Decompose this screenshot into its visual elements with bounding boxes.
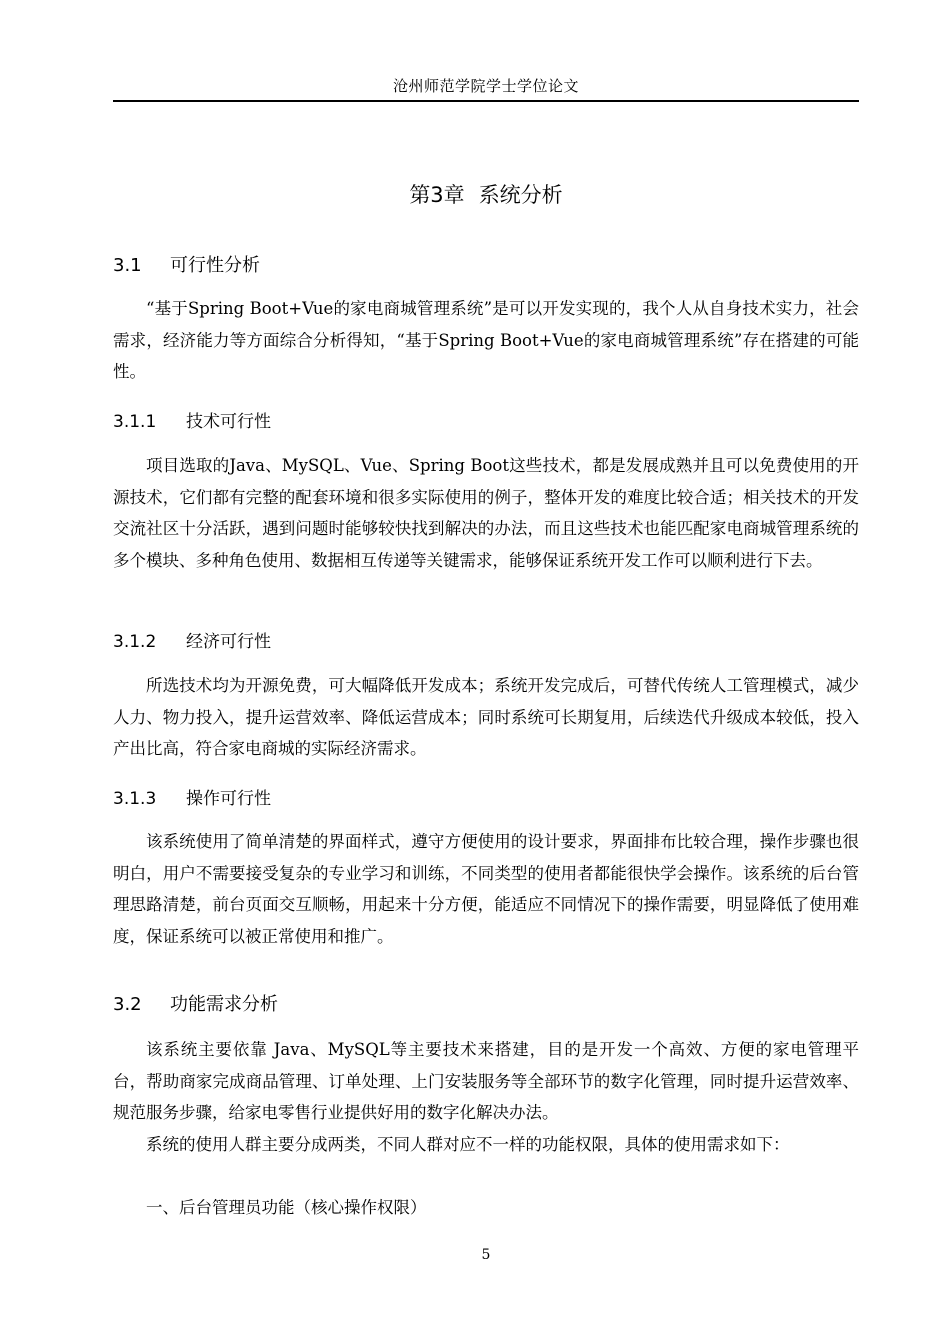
subsection-number: 3.1.3	[113, 789, 157, 809]
section-title: 可行性分析	[170, 255, 260, 276]
section-heading-3-2	[113, 992, 859, 1018]
paragraph-admin-functions: 一、后台管理员功能（核心操作权限）	[146, 1198, 427, 1217]
subsection-title: 技术可行性	[186, 412, 271, 432]
chapter-number: 第3章	[409, 183, 465, 207]
paragraph-technical-feasibility: 项目选取的Java、MySQL、Vue、Spring Boot这些技术，都是发展成熟并且可以免费使用的开源技术，它们都有完整的配套环境和很多实际使用的例子，整体开发的难度比较合适；相关技术的开发交流社区十分活跃，遇到问题时能够较快找到解决的办法，而且这些技术也能匹配家电商城管理系统的多个模块、多种角色使用、数据相互传递等关键需求，能够保证系统开发工作可以顺利进行下去。	[113, 456, 859, 570]
paragraph-economic-feasibility: 所选技术均为开源免费，可大幅降低开发成本；系统开发完成后，可替代传统人工管理模式，减少人力、物力投入，提升运营效率、降低运营成本；同时系统可长期复用，后续迭代升级成本较低，投入产出比高，符合家电商城的实际经济需求。	[113, 676, 859, 758]
subsection-title: 经济可行性	[186, 632, 271, 652]
paragraph-operational-feasibility: 该系统使用了简单清楚的界面样式，遵守方便使用的设计要求，界面排布比较合理，操作步骤也很明白，用户不需要接受复杂的专业学习和训练，不同类型的使用者都能很快学会操作。该系统的后台管理思路清楚，前台页面交互顺畅，用起来十分方便，能适应不同情况下的操作需要，明显降低了使用难度，保证系统可以被正常使用和推广。	[113, 832, 859, 946]
subsection-number: 3.1.1	[113, 412, 157, 432]
paragraph-feasibility-intro: “基于Spring Boot+Vue的家电商城管理系统”是可以开发实现的，我个人从自身技术实力，社会需求，经济能力等方面综合分析得知，“基于Spring Boot+Vue的家电商城管理系统”存在搭建的可能性。	[113, 299, 859, 381]
subsection-heading-3-1-3	[113, 786, 859, 812]
paragraph-functional-overview: 该系统主要依靠 Java、MySQL等主要技术来搭建，目的是开发一个高效、方便的家电管理平台，帮助商家完成商品管理、订单处理、上门安装服务等全部环节的数字化管理，同时提升运营效率、规范服务步骤，给家电零售行业提供好用的数字化解决办法。	[113, 1040, 859, 1122]
section-number: 3.2	[113, 994, 142, 1015]
section-number: 3.1	[113, 255, 142, 276]
header-rule	[113, 100, 859, 102]
chapter-name: 系统分析	[478, 183, 563, 207]
subsection-heading-3-1-2	[113, 629, 859, 655]
chapter-title	[113, 180, 859, 210]
paragraph-user-groups: 系统的使用人群主要分成两类，不同人群对应不一样的功能权限，具体的使用需求如下：	[146, 1135, 790, 1154]
subsection-heading-3-1-1	[113, 409, 859, 435]
subsection-title: 操作可行性	[186, 789, 271, 809]
section-heading-3-1	[113, 253, 859, 279]
page-number: 5	[481, 1247, 491, 1263]
section-title: 功能需求分析	[170, 994, 278, 1015]
running-header: 沧州师范学院学士学位论文	[392, 77, 579, 95]
subsection-number: 3.1.2	[113, 632, 157, 652]
